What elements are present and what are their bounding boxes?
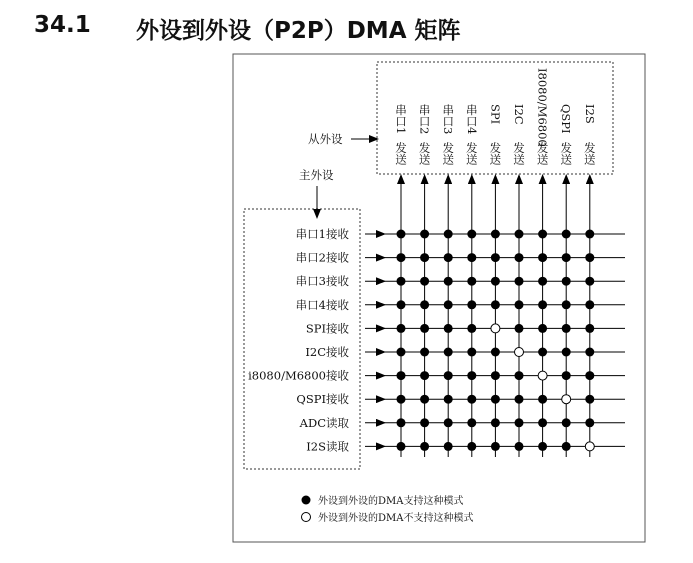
supported-node [538, 348, 547, 357]
supported-node [585, 230, 594, 239]
row-label: i8080/M6800接收 [248, 368, 349, 383]
supported-node [585, 418, 594, 427]
supported-node [467, 324, 476, 333]
supported-node [444, 442, 453, 451]
supported-node [562, 418, 571, 427]
unsupported-node [562, 395, 571, 404]
row-label: 串口2接收 [295, 250, 349, 265]
column-label-type: 发送 [559, 142, 574, 165]
column-label-name: I8080/M6800 [535, 68, 550, 147]
row-label: 串口3接收 [295, 274, 349, 289]
supported-node [515, 277, 524, 286]
supported-node [397, 348, 406, 357]
supported-node [585, 324, 594, 333]
supported-node [420, 324, 429, 333]
row-label: ADC读取 [299, 415, 349, 430]
master-label: 主外设 [299, 168, 334, 182]
supported-node [467, 230, 476, 239]
supported-node [538, 442, 547, 451]
supported-node [467, 300, 476, 309]
supported-node [420, 395, 429, 404]
supported-node [420, 300, 429, 309]
supported-node [467, 348, 476, 357]
row-label: 串口4接收 [295, 297, 349, 312]
supported-node [585, 253, 594, 262]
supported-node [562, 324, 571, 333]
supported-node [420, 418, 429, 427]
supported-node [491, 277, 500, 286]
supported-node [515, 371, 524, 380]
column-label-type: 发送 [441, 142, 456, 165]
supported-node [562, 348, 571, 357]
unsupported-node [585, 442, 594, 451]
supported-node [515, 442, 524, 451]
supported-node [397, 418, 406, 427]
supported-node [585, 300, 594, 309]
supported-node [397, 442, 406, 451]
column-label-name: I2C [512, 104, 526, 125]
column-label-type: 发送 [464, 142, 479, 165]
supported-node [444, 371, 453, 380]
column-label-name: 串口4 [464, 104, 479, 135]
supported-node [397, 277, 406, 286]
supported-node [538, 324, 547, 333]
supported-node [538, 300, 547, 309]
row-label: 串口1接收 [295, 227, 349, 241]
supported-node [491, 230, 500, 239]
supported-node [515, 300, 524, 309]
supported-node [491, 253, 500, 262]
column-label-name: 串口3 [441, 104, 456, 135]
legend-supported-text: 外设到外设的DMA支持这种模式 [318, 496, 464, 507]
column-label-type: 发送 [582, 142, 597, 165]
supported-node [585, 395, 594, 404]
supported-node [444, 395, 453, 404]
supported-node [585, 348, 594, 357]
supported-node [538, 277, 547, 286]
supported-node [562, 300, 571, 309]
column-label-name: QSPI [559, 104, 574, 134]
supported-node [562, 253, 571, 262]
supported-node [515, 230, 524, 239]
supported-node [420, 277, 429, 286]
column-label-name: 串口1 [394, 104, 408, 135]
section-title: 外设到外设（P2P）DMA 矩阵 [136, 18, 461, 44]
supported-node [444, 277, 453, 286]
supported-node [538, 253, 547, 262]
supported-node [538, 395, 547, 404]
supported-node [538, 230, 547, 239]
supported-node [467, 418, 476, 427]
supported-node [397, 253, 406, 262]
supported-node [420, 371, 429, 380]
column-label-name: SPI [488, 104, 503, 125]
supported-node [397, 300, 406, 309]
column-label-type: 发送 [512, 142, 526, 165]
supported-node [397, 230, 406, 239]
supported-node [467, 395, 476, 404]
supported-node [515, 418, 524, 427]
supported-node [491, 442, 500, 451]
column-label-type: 发送 [394, 142, 408, 165]
unsupported-node [515, 348, 524, 357]
supported-node [444, 300, 453, 309]
master-peripheral-box [244, 209, 360, 469]
supported-node [515, 253, 524, 262]
supported-node [444, 253, 453, 262]
supported-node [491, 300, 500, 309]
supported-node [420, 253, 429, 262]
supported-node [562, 277, 571, 286]
supported-node [397, 324, 406, 333]
supported-node [397, 395, 406, 404]
supported-node [538, 418, 547, 427]
column-label-type: 发送 [535, 142, 550, 165]
supported-node [467, 442, 476, 451]
supported-node [444, 324, 453, 333]
supported-node [491, 348, 500, 357]
column-label-type: 发送 [488, 142, 503, 165]
column-label-name: I2S [582, 104, 597, 124]
row-label: QSPI接收 [296, 392, 349, 407]
supported-node [491, 418, 500, 427]
row-label: SPI接收 [305, 321, 349, 336]
supported-node [515, 395, 524, 404]
legend-hollow-dot [302, 513, 311, 522]
supported-node [444, 418, 453, 427]
supported-node [491, 371, 500, 380]
supported-node [491, 395, 500, 404]
supported-node [397, 371, 406, 380]
supported-node [420, 230, 429, 239]
supported-node [562, 442, 571, 451]
row-label: I2C接收 [305, 345, 349, 359]
slave-label: 从外设 [308, 132, 343, 146]
supported-node [562, 371, 571, 380]
supported-node [420, 348, 429, 357]
column-label-type: 发送 [417, 142, 432, 165]
supported-node [467, 371, 476, 380]
legend-unsupported-text: 外设到外设的DMA不支持这种模式 [318, 513, 474, 524]
unsupported-node [491, 324, 500, 333]
supported-node [467, 253, 476, 262]
supported-node [585, 277, 594, 286]
row-label: I2S读取 [306, 439, 349, 454]
supported-node [444, 230, 453, 239]
supported-node [515, 324, 524, 333]
supported-node [420, 442, 429, 451]
supported-node [467, 277, 476, 286]
supported-node [585, 371, 594, 380]
section-number: 34.1 [34, 12, 91, 38]
supported-node [562, 230, 571, 239]
column-label-name: 串口2 [417, 104, 432, 135]
unsupported-node [538, 371, 547, 380]
supported-node [444, 348, 453, 357]
legend-filled-dot [302, 496, 311, 505]
